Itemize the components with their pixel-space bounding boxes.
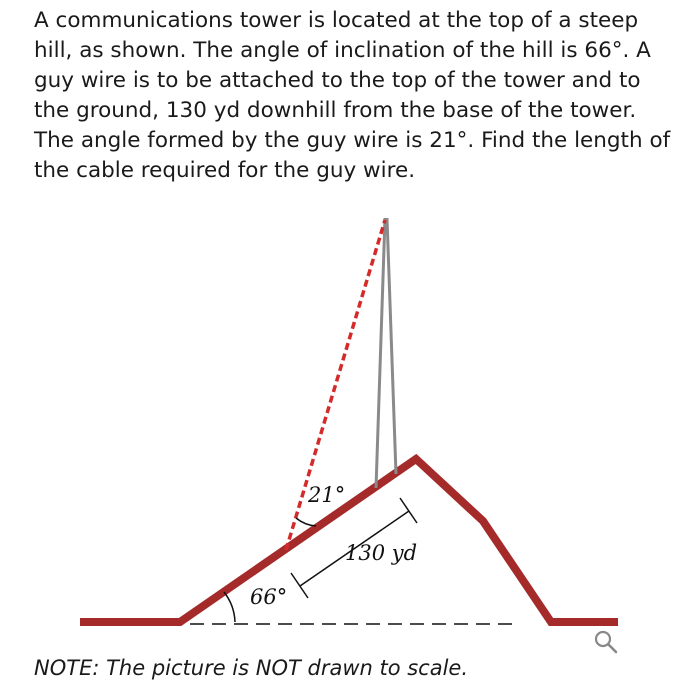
angle-arc-66 [224,592,235,622]
angle-label-21: 21° [308,483,346,507]
magnifier-icon[interactable] [592,628,620,656]
angle-arc-21 [296,518,316,526]
scale-note: NOTE: The picture is NOT drawn to scale. [34,656,469,680]
distance-label: 130 yd [345,541,418,565]
tower [376,218,396,488]
angle-label-66: 66° [250,585,288,609]
problem-text: A communications tower is located at the top of a steep hill, as shown. The angle of inclination of the hill is 66°. A guy wire is to be attached to the top of the tower and to the ground, 130 yd downhill from the base of the tower. The angle formed by the guy wire is 21°. Find the length of the cable required for the guy wire. [34,8,671,183]
